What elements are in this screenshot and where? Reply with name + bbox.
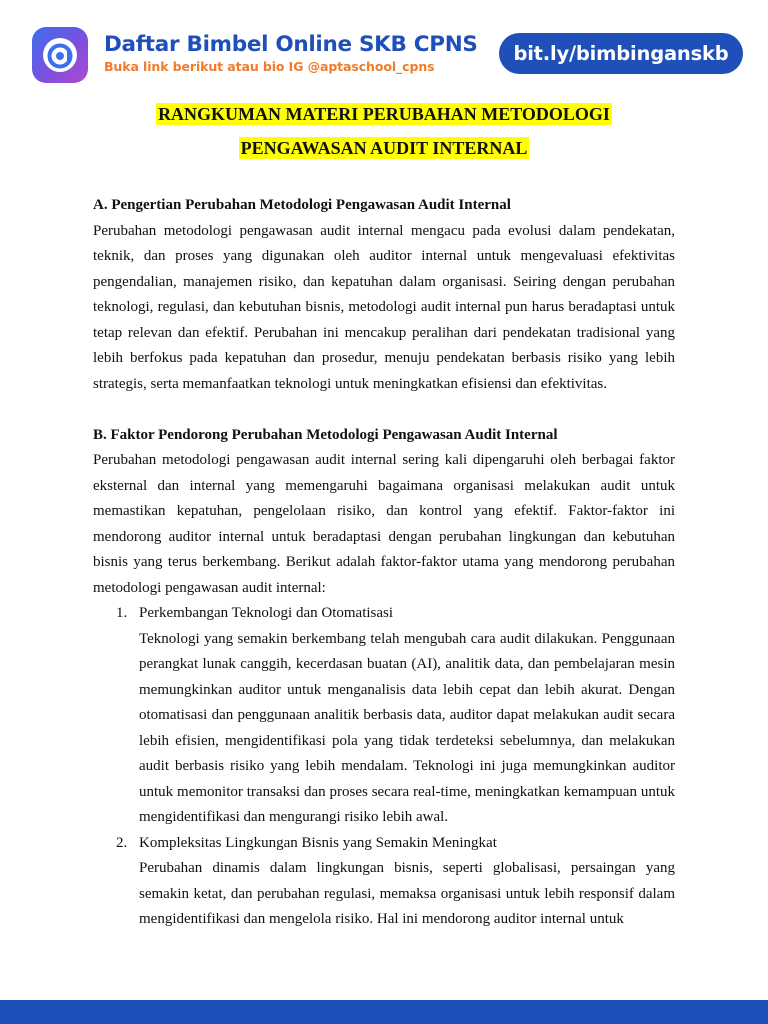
- list-item-title: Kompleksitas Lingkungan Bisnis yang Semakin Meningkat: [139, 834, 497, 851]
- aptaschool-logo: [32, 27, 88, 83]
- section-b-heading: B. Faktor Pendorong Perubahan Metodologi Pengawasan Audit Internal: [93, 426, 558, 443]
- factor-list: [93, 601, 675, 933]
- list-item-body: Perubahan dinamis dalam lingkungan bisnis, seperti globalisasi, persaingan yang semakin ketat, dan perubahan regulasi, memaksa organisasi untuk lebih responsif dalam mengidentifikasi dan mengelola risiko. Hal ini mendorong auditor internal untuk: [139, 860, 675, 927]
- registration-link-button[interactable]: bit.ly/bimbinganskb: [499, 33, 743, 74]
- list-item: [93, 601, 675, 831]
- document-body: [93, 193, 675, 933]
- list-item-number: 1.: [116, 605, 128, 621]
- brand-title: Daftar Bimbel Online SKB CPNS: [104, 32, 478, 57]
- list-item-number: 2.: [116, 834, 128, 851]
- footer-bar: [0, 1000, 768, 1024]
- list-item-body: Teknologi yang semakin berkembang telah mengubah cara audit dilakukan. Penggunaan perangkat lunak canggih, kecerdasan buatan (AI), analitik data, dan pembelajaran mesin memungkinkan auditor untuk menganalisis data lebih cepat dan lebih akurat. Dengan otomatisasi dan penggunaan analitik berbasis data, auditor dapat melakukan audit secara lebih efisien, mengidentifikasi pola yang tidak terdeteksi sebelumnya, dan melakukan audit berbasis risiko yang lebih mendalam. Teknologi ini juga memungkinkan auditor untuk memonitor transaksi dan proses secara real-time, meningkatkan kemampuan untuk mengidentifikasi dan mengurangi risiko lebih awal.: [139, 630, 675, 825]
- document-title-line-2: PENGAWASAN AUDIT INTERNAL: [240, 138, 528, 158]
- list-item: [93, 831, 675, 933]
- section-a-heading: A. Pengertian Perubahan Metodologi Pengawasan Audit Internal: [93, 197, 511, 213]
- list-item-title: Perkembangan Teknologi dan Otomatisasi: [139, 605, 394, 621]
- document-title-line-1: RANGKUMAN MATERI PERUBAHAN METODOLOGI: [158, 104, 610, 124]
- section-a-paragraph: Perubahan metodologi pengawasan audit internal mengacu pada evolusi dalam pendekatan, teknik, dan proses yang digunakan oleh auditor internal untuk mengevaluasi efektivitas pengendalian, manajemen risiko, dan kepatuhan dalam organisasi. Seiring dengan perubahan teknologi, regulasi, dan kebutuhan bisnis, metodologi audit internal pun harus beradaptasi untuk tetap relevan dan efektif. Perubahan ini mencakup peralihan dari pendekatan tradisional yang lebih berfokus pada kepatuhan dan prosedur, menuju pendekatan berbasis risiko yang lebih strategis, serta memanfaatkan teknologi untuk meningkatkan efisiensi dan efektivitas.: [93, 222, 675, 392]
- brand-subtitle: Buka link berikut atau bio IG @aptaschool_cpns: [104, 59, 435, 74]
- section-spacer: [93, 397, 675, 423]
- logo-mark-icon: [40, 35, 80, 75]
- promo-header: [0, 0, 768, 95]
- section-b-paragraph: Perubahan metodologi pengawasan audit internal sering kali dipengaruhi oleh berbagai faktor eksternal dan internal yang memengaruhi bagaimana organisasi melakukan audit untuk memastikan kepatuhan, pengelolaan risiko, dan kontrol yang efektif. Faktor-faktor ini mendorong auditor internal untuk beradaptasi dengan perubahan lingkungan dan kebutuhan bisnis yang terus berkembang. Berikut adalah faktor-faktor utama yang mendorong perubahan metodologi pengawasan audit internal:: [93, 452, 675, 596]
